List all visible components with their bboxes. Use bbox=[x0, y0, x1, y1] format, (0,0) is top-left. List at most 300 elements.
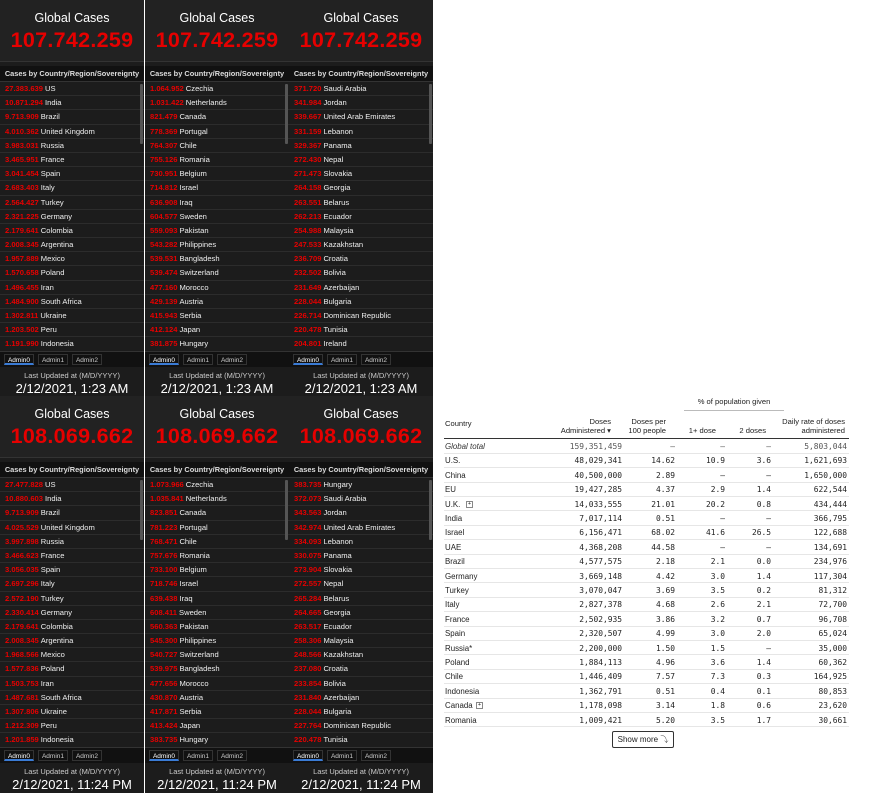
list-header: Cases by Country/Region/Sovereignty bbox=[0, 462, 144, 478]
list-item[interactable] bbox=[145, 577, 289, 591]
list-header: Cases by Country/Region/Sovereignty bbox=[289, 66, 433, 82]
list-item[interactable] bbox=[0, 648, 144, 662]
case-count: 27.477.828 bbox=[5, 480, 44, 489]
list-item[interactable] bbox=[145, 125, 289, 139]
country-name: Austria bbox=[179, 296, 204, 306]
list-item[interactable] bbox=[0, 110, 144, 124]
case-count: 1.203.502 bbox=[5, 325, 39, 335]
case-count: 429.139 bbox=[150, 296, 178, 306]
list-item[interactable] bbox=[289, 167, 433, 181]
cell-col1: 1,178,098 bbox=[579, 701, 622, 711]
list-item[interactable] bbox=[289, 181, 433, 195]
list-item[interactable] bbox=[145, 691, 289, 705]
list-item[interactable] bbox=[145, 196, 289, 210]
list-item[interactable] bbox=[0, 82, 144, 96]
tab-admin2[interactable]: Admin2 bbox=[217, 750, 247, 761]
list-item[interactable] bbox=[0, 224, 144, 238]
case-count: 1.212.309 bbox=[5, 721, 39, 731]
scrollbar[interactable] bbox=[429, 84, 432, 144]
list-item[interactable] bbox=[145, 323, 289, 337]
list-item[interactable] bbox=[0, 719, 144, 733]
list-item[interactable] bbox=[0, 606, 144, 620]
last-updated-label: Last Updated at (M/D/YYYY) bbox=[313, 767, 409, 776]
list-item[interactable] bbox=[289, 606, 433, 620]
tab-admin0[interactable]: Admin0 bbox=[293, 750, 323, 761]
tab-admin2[interactable]: Admin2 bbox=[72, 354, 102, 365]
list-item[interactable] bbox=[0, 167, 144, 181]
list-item[interactable] bbox=[289, 196, 433, 210]
cell-col0: Germany bbox=[445, 571, 478, 581]
table-row bbox=[444, 483, 849, 497]
case-count: 265.284 bbox=[294, 593, 322, 603]
cell-col5: 434,444 bbox=[813, 499, 847, 509]
list-item[interactable] bbox=[289, 535, 433, 549]
list-item[interactable] bbox=[289, 691, 433, 705]
country-name: Bolivia bbox=[323, 268, 346, 278]
case-count: 2.179.641 bbox=[5, 225, 39, 235]
list-item[interactable] bbox=[0, 337, 144, 351]
cell-col1: 3,669,148 bbox=[579, 571, 622, 581]
list-item[interactable] bbox=[289, 478, 433, 492]
list-item[interactable] bbox=[289, 549, 433, 563]
list-item[interactable] bbox=[289, 733, 433, 747]
scrollbar[interactable] bbox=[140, 480, 143, 540]
list-item[interactable] bbox=[0, 577, 144, 591]
case-count: 204.801 bbox=[294, 339, 322, 349]
list-item[interactable] bbox=[0, 139, 144, 153]
cell-col0: China bbox=[445, 470, 466, 480]
list-item[interactable] bbox=[289, 337, 433, 351]
country-name: Chile bbox=[179, 140, 197, 150]
list-item[interactable] bbox=[289, 705, 433, 719]
case-count: 560.363 bbox=[150, 621, 178, 631]
table-row bbox=[444, 598, 849, 612]
cell-col4: – bbox=[766, 442, 771, 451]
table-row bbox=[444, 541, 849, 555]
tab-admin1[interactable]: Admin1 bbox=[183, 750, 213, 761]
info-flag-icon[interactable]: + bbox=[467, 500, 471, 507]
list-item[interactable] bbox=[145, 563, 289, 577]
list-item[interactable] bbox=[0, 266, 144, 280]
case-count: 543.282 bbox=[150, 240, 178, 250]
header-daily-rate[interactable] bbox=[782, 417, 845, 435]
case-count: 755.126 bbox=[150, 154, 178, 164]
cell-col2: 4.42 bbox=[655, 571, 675, 581]
cell-col0: Chile bbox=[445, 672, 463, 682]
cell-col0: Global total bbox=[445, 442, 485, 451]
list-item[interactable] bbox=[145, 733, 289, 747]
tab-admin0[interactable]: Admin0 bbox=[149, 354, 179, 365]
list-item[interactable] bbox=[145, 648, 289, 662]
show-more-button[interactable] bbox=[612, 731, 674, 748]
list-item[interactable] bbox=[145, 549, 289, 563]
list-item[interactable] bbox=[0, 705, 144, 719]
cell-col3: 2.9 bbox=[710, 485, 725, 495]
list-item[interactable] bbox=[0, 634, 144, 648]
list-item[interactable] bbox=[0, 691, 144, 705]
case-count: 3.466.623 bbox=[5, 550, 39, 560]
global-cases-box bbox=[289, 0, 433, 62]
list-item[interactable] bbox=[0, 478, 144, 492]
case-count: 330.075 bbox=[294, 550, 322, 560]
country-name: Canada bbox=[179, 112, 207, 122]
table-row bbox=[444, 699, 849, 713]
list-item[interactable] bbox=[289, 719, 433, 733]
tab-admin0[interactable]: Admin0 bbox=[149, 750, 179, 761]
tab-admin0[interactable]: Admin0 bbox=[4, 750, 34, 761]
list-header: Cases by Country/Region/Sovereignty bbox=[0, 66, 144, 82]
list-item[interactable] bbox=[145, 167, 289, 181]
list-item[interactable] bbox=[145, 478, 289, 492]
case-count: 778.369 bbox=[150, 126, 178, 136]
list-item[interactable] bbox=[0, 563, 144, 577]
cell-col2: 1.50 bbox=[655, 643, 675, 653]
country-name: Azerbaijan bbox=[323, 282, 360, 292]
list-item[interactable] bbox=[289, 620, 433, 634]
list-item[interactable] bbox=[145, 634, 289, 648]
list-item[interactable] bbox=[145, 266, 289, 280]
cell-col4: 1.7 bbox=[756, 715, 771, 725]
country-name: Spain bbox=[40, 565, 61, 575]
country-name: Hungary bbox=[323, 480, 353, 489]
country-name: Iran bbox=[40, 678, 54, 688]
global-cases-title: Global Cases bbox=[179, 407, 255, 421]
list-item[interactable] bbox=[0, 181, 144, 195]
list-item[interactable] bbox=[0, 96, 144, 110]
list-item[interactable] bbox=[0, 125, 144, 139]
tab-admin1[interactable]: Admin1 bbox=[38, 354, 68, 365]
global-cases-value: 107.742.259 bbox=[299, 28, 423, 52]
list-item[interactable] bbox=[289, 563, 433, 577]
case-count: 383.735 bbox=[294, 480, 322, 489]
list-item[interactable] bbox=[145, 535, 289, 549]
global-cases-box bbox=[145, 0, 289, 62]
case-count: 4.025.529 bbox=[5, 522, 39, 532]
case-count: 539.975 bbox=[150, 664, 178, 674]
tab-admin2[interactable]: Admin2 bbox=[217, 354, 247, 365]
cell-col1: 2,200,000 bbox=[579, 643, 622, 653]
list-item[interactable] bbox=[289, 677, 433, 691]
case-count: 232.502 bbox=[294, 268, 322, 278]
list-item[interactable] bbox=[289, 521, 433, 535]
cell-col1: 4,368,208 bbox=[579, 542, 622, 552]
admin-tabs bbox=[145, 747, 289, 763]
cell-col3: – bbox=[720, 542, 725, 552]
table-row bbox=[444, 570, 849, 584]
list-item[interactable] bbox=[145, 224, 289, 238]
country-name: Chile bbox=[179, 536, 197, 546]
list-item[interactable] bbox=[0, 309, 144, 323]
list-item[interactable] bbox=[289, 238, 433, 252]
tab-admin0[interactable]: Admin0 bbox=[4, 354, 34, 365]
case-count: 3.983.031 bbox=[5, 140, 39, 150]
list-item[interactable] bbox=[289, 323, 433, 337]
list-item[interactable] bbox=[0, 295, 144, 309]
case-count: 342.974 bbox=[294, 522, 322, 532]
country-name: Hungary bbox=[179, 339, 209, 349]
header-doses[interactable] bbox=[561, 417, 611, 435]
case-count: 2.179.641 bbox=[5, 621, 39, 631]
last-updated-label: Last Updated at (M/D/YYYY) bbox=[24, 767, 120, 776]
country-name: Nepal bbox=[323, 579, 344, 589]
global-cases-title: Global Cases bbox=[323, 11, 399, 25]
tab-admin1[interactable]: Admin1 bbox=[183, 354, 213, 365]
list-item[interactable] bbox=[289, 139, 433, 153]
list-item[interactable] bbox=[0, 662, 144, 676]
list-item[interactable] bbox=[145, 181, 289, 195]
list-item[interactable] bbox=[289, 224, 433, 238]
list-item[interactable] bbox=[0, 196, 144, 210]
cell-col4: 1.4 bbox=[756, 658, 771, 667]
case-count: 539.474 bbox=[150, 268, 178, 278]
list-item[interactable] bbox=[289, 662, 433, 676]
country-name: Austria bbox=[179, 692, 204, 702]
list-item[interactable] bbox=[145, 337, 289, 351]
country-name: Croatia bbox=[323, 254, 348, 264]
tab-admin2[interactable]: Admin2 bbox=[361, 750, 391, 761]
case-count: 262.213 bbox=[294, 211, 322, 221]
tab-admin0[interactable]: Admin0 bbox=[293, 354, 323, 365]
case-count: 1.577.836 bbox=[5, 664, 39, 674]
tab-admin1[interactable]: Admin1 bbox=[327, 354, 357, 365]
scrollbar[interactable] bbox=[140, 84, 143, 144]
list-item[interactable] bbox=[289, 309, 433, 323]
cell-col0: U.S. bbox=[445, 456, 461, 466]
list-item[interactable] bbox=[145, 139, 289, 153]
scrollbar[interactable] bbox=[285, 84, 288, 144]
country-list[interactable] bbox=[289, 82, 433, 351]
list-item[interactable] bbox=[145, 82, 289, 96]
country-name: Colombia bbox=[40, 225, 73, 235]
list-item[interactable] bbox=[0, 210, 144, 224]
country-name: Pakistan bbox=[179, 621, 209, 631]
list-item[interactable] bbox=[289, 125, 433, 139]
case-count: 477.160 bbox=[150, 282, 178, 292]
dashboard-panel bbox=[145, 396, 289, 793]
case-count: 371.720 bbox=[294, 84, 322, 93]
list-item[interactable] bbox=[289, 82, 433, 96]
cell-col3: 41.6 bbox=[705, 528, 725, 538]
case-count: 1.487.681 bbox=[5, 692, 39, 702]
country-name: France bbox=[40, 154, 65, 164]
list-item[interactable] bbox=[0, 677, 144, 691]
case-count: 1.307.806 bbox=[5, 707, 39, 716]
case-count: 237.080 bbox=[294, 664, 322, 674]
list-item[interactable] bbox=[145, 506, 289, 520]
list-item[interactable] bbox=[145, 705, 289, 719]
last-updated-time: 2/12/2021, 1:23 AM bbox=[304, 381, 418, 396]
tab-admin2[interactable]: Admin2 bbox=[361, 354, 391, 365]
list-item[interactable] bbox=[0, 620, 144, 634]
list-item[interactable] bbox=[145, 309, 289, 323]
global-cases-value: 107.742.259 bbox=[10, 28, 134, 52]
table-row bbox=[444, 584, 849, 598]
global-cases-value: 108.069.662 bbox=[10, 424, 134, 448]
list-item[interactable] bbox=[145, 210, 289, 224]
header-rate-line2: administered bbox=[801, 426, 845, 435]
case-count: 2.008.345 bbox=[5, 636, 39, 646]
table-row bbox=[444, 613, 849, 627]
list-item[interactable] bbox=[289, 506, 433, 520]
list-item[interactable] bbox=[145, 677, 289, 691]
cell-col1: 14,033,555 bbox=[574, 499, 622, 509]
country-name: Malaysia bbox=[323, 225, 354, 235]
country-name: Russia bbox=[40, 536, 65, 546]
list-item[interactable] bbox=[289, 592, 433, 606]
tab-admin1[interactable]: Admin1 bbox=[327, 750, 357, 761]
list-item[interactable] bbox=[0, 549, 144, 563]
country-name: United Arab Emirates bbox=[323, 522, 396, 532]
list-item[interactable] bbox=[145, 238, 289, 252]
list-item[interactable] bbox=[145, 606, 289, 620]
scrollbar[interactable] bbox=[429, 480, 432, 540]
cell-col1: 3,070,047 bbox=[579, 586, 622, 595]
last-updated bbox=[289, 367, 433, 397]
list-item[interactable] bbox=[0, 252, 144, 266]
tab-admin2[interactable]: Admin2 bbox=[72, 750, 102, 761]
header-per100-line2: 100 people bbox=[628, 426, 666, 435]
list-item[interactable] bbox=[0, 492, 144, 506]
list-item[interactable] bbox=[289, 110, 433, 124]
list-item[interactable] bbox=[289, 634, 433, 648]
list-item[interactable] bbox=[289, 96, 433, 110]
group-header: % of population given bbox=[684, 397, 784, 411]
cell-col4: – bbox=[766, 470, 771, 480]
cell-col5: 30,661 bbox=[818, 715, 847, 725]
case-count: 3.041.454 bbox=[5, 169, 39, 179]
cell-col4: 2.1 bbox=[756, 600, 771, 610]
list-item[interactable] bbox=[145, 96, 289, 110]
list-item[interactable] bbox=[145, 153, 289, 167]
list-item[interactable] bbox=[145, 592, 289, 606]
cell-col4: 0.7 bbox=[756, 614, 771, 624]
scrollbar[interactable] bbox=[285, 480, 288, 540]
case-count: 272.430 bbox=[294, 154, 322, 164]
cell-col2: 2.89 bbox=[655, 470, 675, 480]
header-first-dose[interactable]: 1+ dose bbox=[688, 426, 716, 435]
case-count: 2.683.403 bbox=[5, 183, 39, 193]
cell-col5: 122,688 bbox=[813, 528, 847, 538]
country-list[interactable] bbox=[145, 82, 289, 351]
case-count: 559.093 bbox=[150, 225, 178, 235]
cell-col0: Israel bbox=[445, 528, 465, 538]
cell-col5: 134,691 bbox=[813, 542, 847, 552]
list-item[interactable] bbox=[0, 238, 144, 252]
case-count: 27.383.639 bbox=[5, 84, 44, 93]
cell-col2: 4.68 bbox=[655, 600, 675, 610]
cell-col5: 5,803,044 bbox=[804, 442, 847, 451]
list-item[interactable] bbox=[145, 110, 289, 124]
country-name: Turkey bbox=[40, 197, 64, 207]
cell-col2: 7.57 bbox=[655, 672, 675, 682]
list-item[interactable] bbox=[145, 719, 289, 733]
country-list[interactable] bbox=[0, 82, 144, 351]
country-name: Spain bbox=[40, 169, 61, 179]
country-list[interactable] bbox=[145, 478, 289, 747]
case-count: 1.073.966 bbox=[150, 480, 184, 489]
list-item[interactable] bbox=[289, 577, 433, 591]
cell-col2: 2.18 bbox=[655, 557, 675, 567]
list-item[interactable] bbox=[289, 266, 433, 280]
header-divider bbox=[444, 438, 849, 439]
list-item[interactable] bbox=[289, 648, 433, 662]
country-name: Brazil bbox=[40, 112, 60, 122]
country-name: Tunisia bbox=[323, 325, 348, 335]
last-updated-time: 2/12/2021, 1:23 AM bbox=[15, 381, 129, 396]
list-item[interactable] bbox=[145, 620, 289, 634]
global-cases-title: Global Cases bbox=[34, 407, 110, 421]
case-count: 636.908 bbox=[150, 197, 178, 207]
list-item[interactable] bbox=[0, 592, 144, 606]
list-item[interactable] bbox=[145, 252, 289, 266]
list-item[interactable] bbox=[0, 506, 144, 520]
cell-col3: – bbox=[720, 442, 725, 451]
case-count: 231.840 bbox=[294, 692, 322, 702]
country-name: Peru bbox=[40, 325, 57, 335]
country-name: Croatia bbox=[323, 664, 348, 674]
country-name: Poland bbox=[40, 268, 65, 278]
header-second-dose[interactable]: 2 doses bbox=[739, 426, 766, 435]
list-item[interactable] bbox=[289, 492, 433, 506]
country-name: Switzerland bbox=[179, 650, 219, 660]
list-item[interactable] bbox=[0, 521, 144, 535]
case-count: 3.997.898 bbox=[5, 536, 39, 546]
list-item[interactable] bbox=[289, 281, 433, 295]
cell-col0: UAE bbox=[445, 542, 462, 552]
list-item[interactable] bbox=[145, 281, 289, 295]
country-name: Jordan bbox=[323, 98, 347, 108]
dashboard-panel bbox=[145, 0, 289, 397]
country-name: Romania bbox=[179, 550, 210, 560]
list-item[interactable] bbox=[145, 662, 289, 676]
list-item[interactable] bbox=[289, 252, 433, 266]
country-name: Indonesia bbox=[40, 339, 74, 349]
case-count: 264.665 bbox=[294, 607, 322, 617]
list-item[interactable] bbox=[145, 295, 289, 309]
country-name: Netherlands bbox=[185, 98, 227, 108]
case-count: 263.551 bbox=[294, 197, 322, 207]
list-item[interactable] bbox=[0, 535, 144, 549]
case-count: 272.557 bbox=[294, 579, 322, 589]
last-updated bbox=[145, 367, 289, 397]
list-item[interactable] bbox=[145, 492, 289, 506]
cell-col2: 3.14 bbox=[655, 701, 675, 711]
list-item[interactable] bbox=[0, 323, 144, 337]
cell-col4: 0.2 bbox=[756, 586, 771, 595]
list-item[interactable] bbox=[0, 281, 144, 295]
country-name: Saudi Arabia bbox=[323, 84, 367, 93]
list-item[interactable] bbox=[0, 153, 144, 167]
list-item[interactable] bbox=[0, 733, 144, 747]
cell-col0: Poland bbox=[445, 658, 470, 667]
list-item[interactable] bbox=[289, 210, 433, 224]
info-flag-icon[interactable]: + bbox=[477, 702, 481, 709]
cell-col3: 3.2 bbox=[710, 614, 725, 624]
case-count: 1.496.455 bbox=[5, 282, 39, 292]
global-cases-box bbox=[0, 0, 144, 62]
list-item[interactable] bbox=[289, 153, 433, 167]
admin-tabs bbox=[0, 747, 144, 763]
country-list[interactable] bbox=[289, 478, 433, 747]
list-item[interactable] bbox=[145, 521, 289, 535]
header-per100[interactable] bbox=[628, 417, 666, 435]
country-list[interactable] bbox=[0, 478, 144, 747]
tab-admin1[interactable]: Admin1 bbox=[38, 750, 68, 761]
country-name: Germany bbox=[40, 211, 73, 221]
list-item[interactable] bbox=[289, 295, 433, 309]
cell-col0: U.K. bbox=[445, 499, 461, 509]
country-name: Mexico bbox=[40, 650, 65, 660]
